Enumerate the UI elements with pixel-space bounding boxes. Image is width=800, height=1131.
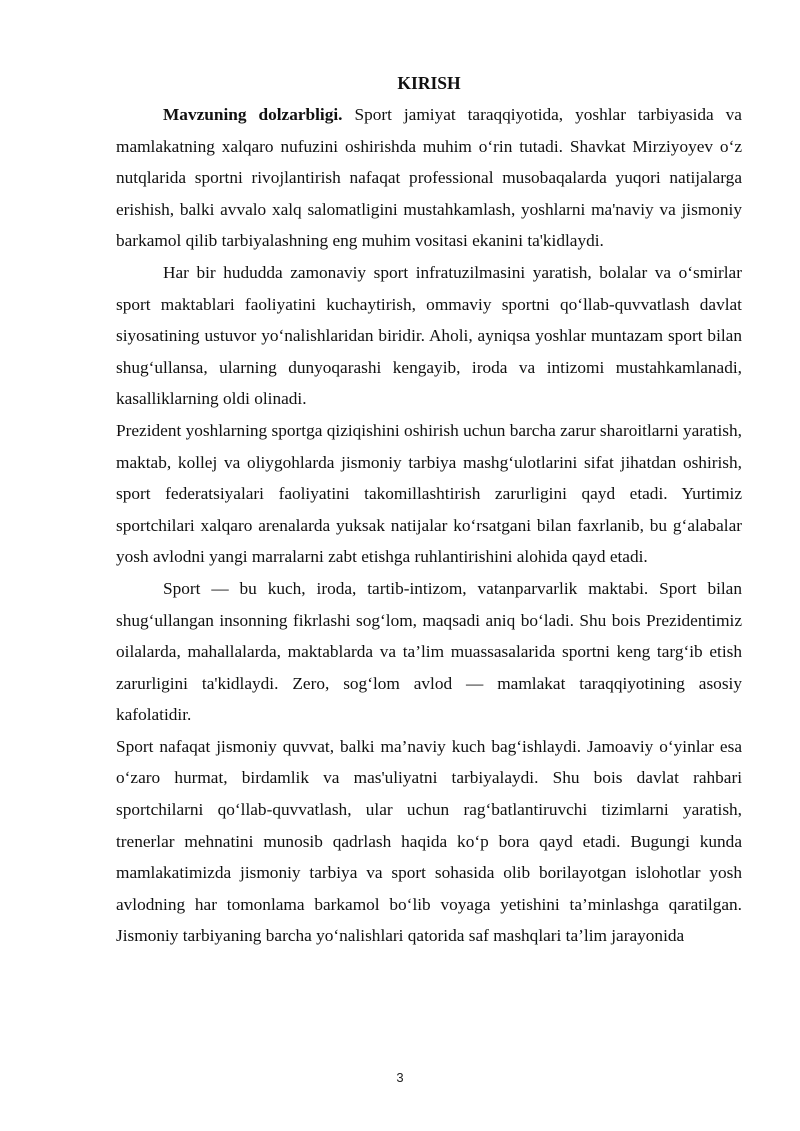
paragraph-sport-school: Sport — bu kuch, iroda, tartib-intizom, vatanparvarlik maktabi. Sport bilan shug‘ullangan insonning fikrlashi sog‘lom, maqsadi aniq bo‘ladi. Shu bois Prezidentimiz oilalarda, mahallalarda, maktablarda va ta’lim muassasalarida sportni keng targ‘ib etish zarurligini ta'kidlaydi. Zero, sog‘lom avlod — mamlakat taraqqiyotining asosiy kafolatidir. bbox=[116, 578, 742, 725]
paragraph-president: Prezident yoshlarning sportga qiziqishini oshirish uchun barcha zarur sharoitlarni yaratish, maktab, kollej va oliygohlarda jismoniy tarbiya mashg‘ulotlarini sifat jihatdan oshirish, sport federatsiyalari faoliyatini takomillashtirish zarurligini qayd etadi. Yurtimiz sportchilari xalqaro arenalarda yuksak natijalar ko‘rsatgani bilan faxrlanib, bu g‘alabalar yosh avlodni yangi marralarni zabt etishga ruhlantirishini alohida qayd etadi. bbox=[116, 420, 742, 567]
paragraph-relevance bbox=[116, 99, 742, 257]
paragraph-text: Sport jamiyat taraqqiyotida, yoshlar tarbiyasida va mamlakatning xalqaro nufuzini oshirishda muhim o‘rin tutadi. Shavkat Mirziyoyev o‘z nutqlarida sportni rivojlantirish nafaqat professional musobaqalarda yuqori natijalarga erishish, balki avvalo xalq salomatligini mustahkamlash, yoshlarni ma'naviy va jismoniy barkamol qilib tarbiyalashning eng muhim vositasi ekanini ta'kidlaydi. bbox=[116, 105, 742, 251]
paragraph-infrastructure: Har bir hududda zamonaviy sport infratuzilmasini yaratish, bolalar va o‘smirlar sport maktablari faoliyatini kuchaytirish, ommaviy sportni qo‘llab-quvvatlash davlat siyosatining ustuvor yo‘nalishlaridan biridir. Aholi, ayniqsa yoshlar muntazam sport bilan shug‘ullansa, ularning dunyoqarashi kengayib, iroda va intizomi mustahkamlanadi, kasalliklarning oldi olinadi. bbox=[116, 262, 742, 409]
paragraph-spiritual-strength: Sport nafaqat jismoniy quvvat, balki ma’naviy kuch bag‘ishlaydi. Jamoaviy o‘yinlar esa o‘zaro hurmat, birdamlik va mas'uliyatni tarbiyalaydi. Shu bois davlat rahbari sportchilarni qo‘llab-quvvatlash, ular uchun rag‘batlantiruvchi tizimlarni yaratish, trenerlar mehnatini munosib qadrlash haqida ko‘p bora qayd etadi. Bugungi kunda mamlakatimizda jismoniy tarbiya va sport sohasida olib borilayotgan islohotlar yosh avlodning har tomonlama barkamol bo‘lib voyaga yetishini ta’minlashga qaratilgan. Jismoniy tarbiyaning barcha yo‘nalishlari qatorida saf mashqlari ta’lim jarayonida bbox=[116, 736, 742, 946]
page-title: KIRISH bbox=[397, 73, 461, 93]
paragraph-lead: Mavzuning dolzarbligi. bbox=[163, 105, 343, 124]
page-number: 3 bbox=[396, 1070, 404, 1085]
page-content bbox=[116, 72, 742, 952]
